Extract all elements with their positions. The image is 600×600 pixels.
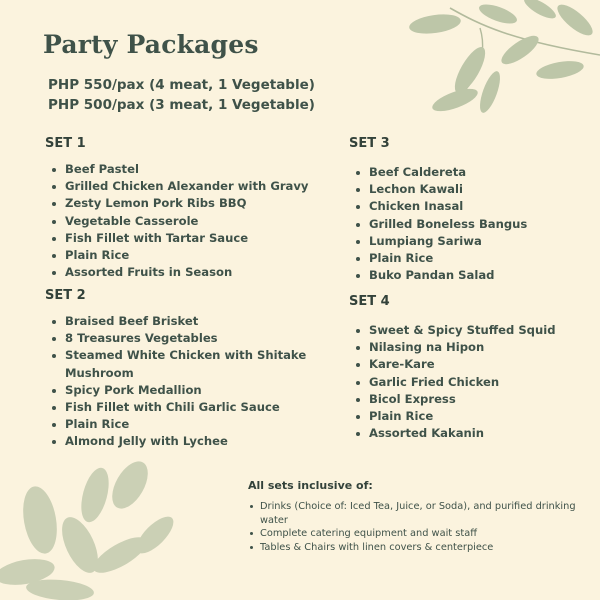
menu-item: Assorted Fruits in Season [45, 264, 325, 281]
menu-item: Fish Fillet with Chili Garlic Sauce [45, 399, 315, 416]
menu-item: Buko Pandan Salad [349, 267, 579, 284]
menu-item: Chicken Inasal [349, 198, 579, 215]
menu-item: Braised Beef Brisket [45, 313, 315, 330]
page-title: Party Packages [43, 30, 259, 59]
menu-item: Beef Pastel [45, 161, 325, 178]
leaf-branch-decoration [330, 0, 600, 120]
inclusions-section [248, 479, 588, 554]
price-line: PHP 500/pax (3 meat, 1 Vegetable) [48, 97, 315, 113]
menu-item: Lechon Kawali [349, 181, 579, 198]
menu-item: Lumpiang Sariwa [349, 233, 579, 250]
inclusion-item: Complete catering equipment and wait staff [248, 527, 588, 541]
set-title: SET 1 [45, 136, 86, 151]
menu-item: Plain Rice [349, 250, 579, 267]
menu-item: Vegetable Casserole [45, 213, 325, 230]
set-1-menu [45, 136, 325, 281]
menu-item: Plain Rice [45, 416, 315, 433]
inclusion-item: Tables & Chairs with linen covers & centerpiece [248, 541, 588, 555]
menu-item: Kare-Kare [349, 356, 579, 373]
menu-item: Nilasing na Hipon [349, 339, 579, 356]
menu-item: Steamed White Chicken with Shitake Mushroom [45, 347, 315, 381]
menu-item: Beef Caldereta [349, 164, 579, 181]
menu-item: Grilled Chicken Alexander with Gravy [45, 178, 325, 195]
menu-item: Zesty Lemon Pork Ribs BBQ [45, 195, 325, 212]
menu-item: Fish Fillet with Tartar Sauce [45, 230, 325, 247]
inclusions-title: All sets inclusive of: [248, 479, 373, 492]
set-title: SET 4 [349, 294, 390, 309]
menu-item: Assorted Kakanin [349, 425, 579, 442]
leaf-cluster-decoration [0, 460, 200, 600]
menu-item: 8 Treasures Vegetables [45, 330, 315, 347]
price-line: PHP 550/pax (4 meat, 1 Vegetable) [48, 77, 315, 93]
set-title: SET 2 [45, 288, 86, 303]
menu-item: Almond Jelly with Lychee [45, 433, 315, 450]
menu-item: Plain Rice [349, 408, 579, 425]
menu-item: Sweet & Spicy Stuffed Squid [349, 322, 579, 339]
menu-item: Grilled Boneless Bangus [349, 216, 579, 233]
set-3-menu [349, 136, 579, 284]
set-4-menu [349, 294, 579, 442]
menu-item: Spicy Pork Medallion [45, 382, 315, 399]
inclusion-item: Drinks (Choice of: Iced Tea, Juice, or Soda), and purified drinking water [248, 500, 588, 527]
menu-item: Plain Rice [45, 247, 325, 264]
price-list [48, 75, 315, 115]
set-title: SET 3 [349, 136, 390, 151]
menu-item: Garlic Fried Chicken [349, 374, 579, 391]
set-2-menu [45, 288, 315, 451]
menu-item: Bicol Express [349, 391, 579, 408]
